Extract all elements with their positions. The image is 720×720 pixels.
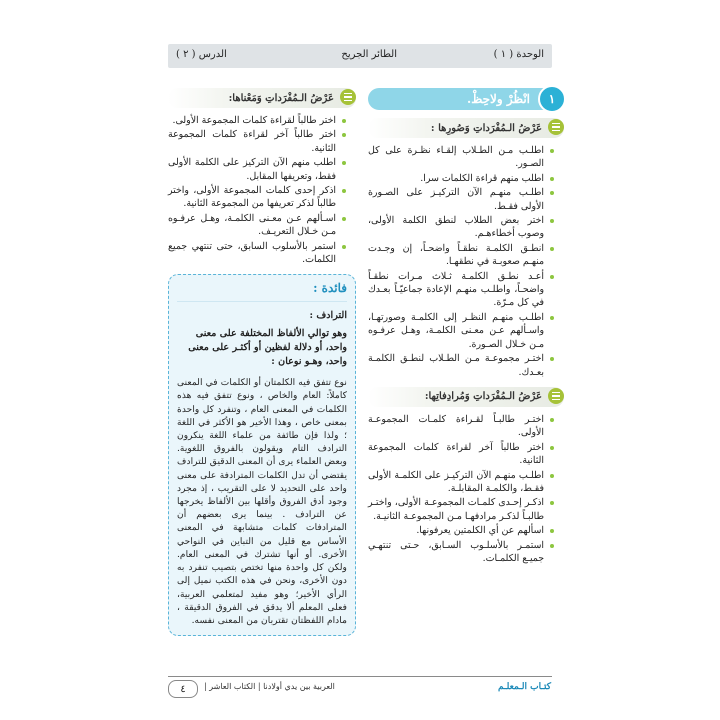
benefit-box xyxy=(168,274,356,636)
synonymy-subtitle: الترادف : xyxy=(309,310,347,322)
list-item: اسـألهم عـن معـنى الكلمـة، وهـل عرفـوه مـن خـلال التعريـف. xyxy=(168,212,346,239)
banner-label: انْظُرْ ولاحِظْ. xyxy=(467,92,530,106)
list-icon xyxy=(548,388,564,404)
list-item: اختر طالباً آخر لقراءة كلمات المجموعة الثانية. xyxy=(368,441,554,468)
list-item: اطلب منهم قراءة الكلمات سرا. xyxy=(368,172,554,185)
lesson-title: الطائر الجريح xyxy=(341,49,397,60)
footer-divider xyxy=(168,676,552,677)
look-observe-banner xyxy=(368,88,564,110)
list-item: اطلـب منهـم الآن التركيـز على الكلمـة الأولى فقـط، والكلمـة المقابلـة. xyxy=(368,469,554,496)
book-title: العربية بين يدي أولادنا | الكتاب العاشر | xyxy=(204,682,335,691)
list-item: أعـد نطـق الكلمـة ثـلاث مـرات نطقـاً واضحـاً، واطلـب منهـم الإعادة جماعيّـاً بعـدك في كل مـرّة. xyxy=(368,270,554,310)
list-item: اذكر إحدى كلمات المجموعة الأولى، واختر طالباً لذكر تعريفها من المجموعة الثانية. xyxy=(168,184,346,211)
list-item: اطلـب منهـم الآن التركيـز على الصـورة الأولى فقـط. xyxy=(368,186,554,213)
step-number-badge: ١ xyxy=(538,85,566,113)
list-item: اختـر مجموعـة مـن الطـلاب لنطـق الكلمـة بعـدك. xyxy=(368,352,554,379)
list-item: اختر طالباً لقراءة كلمات المجموعة الأولى. xyxy=(168,114,346,127)
list-item: اختر طالباً آخر لقراءة كلمات المجموعة الثانية. xyxy=(168,128,346,155)
list-item: اسألهم عن أي الكلمتين يعرفونها. xyxy=(368,524,554,537)
list-item: اختر بعض الطلاب لنطق الكلمة الأولى، وصوب أخطاءهـم. xyxy=(368,214,554,241)
right-column xyxy=(368,88,564,566)
instructions-list-1 xyxy=(368,144,564,379)
lesson-number: الدرس ( ٢ ) xyxy=(176,49,227,60)
list-item: استمر بالأسلوب السابق، حتى تنتهي جميع الكلمات. xyxy=(168,240,346,267)
list-item: اطلـب منهـم النظـر إلى الكلمـة وصورتهـا، واسـألهم عـن معـنى الكلمـة، وهـل عرفـوه مـن خـلال الصـورة. xyxy=(368,311,554,351)
page-header xyxy=(168,44,552,68)
synonymy-body: نوع تتفق فيه الكلمتان أو الكلمات في المعنى كاملاً: العام والخاص ، ونوع تتفق فيه هذه الكلمات في المعنى العام ، وتنفرد كل واحدة بمعنى خاص ، وهذا الأخير هو الأكثر في اللغة ؛ ولذا فإن طائفة من علماء اللغة ينكرون الترادف التام ويقولون بالفروق اللغوية. وبعض العلماء يرى أن المعنى الدقيق للترادف يقتضي أن تدل الكلمات المترادفة على معنى واحد على التحديد لا على التقريب ، إذ مجرد وجود أدق الفروق وأقلها بين الألفاظ يخرجها عن الترادف . بينما يرى بعضهم أن المترادفات كلمات متشابهة في المعنى الأساس مع قليل من التباين في النواحي الأخرى. أو أنها تشترك في المعنى العام. ولكن كل واحدة منها تختص بتصيب تنفرد به دون الأخرى، ونحن في هذه الكتب نميل إلى الرأي الأخير؛ وهو مفيد لمتعلمي العربية، فعلى المعلم ألا يدقق في الفروق الدقيقة ، مادام اللفظتان تقتربان من المعنى نفسه. xyxy=(177,377,347,626)
section-vocab-synonyms xyxy=(368,387,564,407)
section-vocab-meaning xyxy=(168,88,356,108)
instructions-list-3 xyxy=(168,114,356,266)
list-item: اختـر طالبـاً لقـراءة كلمـات المجموعـة الأولى. xyxy=(368,413,554,440)
list-item: انطـق الكلمـة نطقـاً واضحـاً، إن وجـدت منهـم صعوبـة في نطقهـا. xyxy=(368,242,554,269)
teacher-book-label: كتـاب الـمعلـم xyxy=(498,682,552,692)
section-title: عَرْضُ الـمُفْرَداتِ وَمَعْناها: xyxy=(228,92,334,104)
instructions-list-2 xyxy=(368,413,564,565)
synonymy-definition: وهو توالي الألفاظ المختلفة على معنى واحد، أو دلالة لفظين أو أكثـر على معنى واحد، وهـو نوعان : xyxy=(188,328,347,367)
list-item: اطلـب مـن الطـلاب إلقـاء نظـرة على كل الصـور. xyxy=(368,144,554,171)
list-icon xyxy=(548,119,564,135)
unit-label: الوحدة ( ١ ) xyxy=(493,49,544,60)
benefit-title: فائدة : xyxy=(177,281,347,302)
section-title: عَرْضُ الـمُفْرَداتِ وَمُرادِفاتِها: xyxy=(424,391,542,403)
section-vocab-images xyxy=(368,118,564,138)
section-title: عَرْضُ الـمُفْرَداتِ وَصُورِها : xyxy=(430,122,542,134)
page-number: ٤ xyxy=(168,680,198,698)
list-icon xyxy=(340,89,356,105)
list-item: استمـر بالأسلـوب السـابق، حـتى تنتهـي جميـع الكلمـات. xyxy=(368,539,554,566)
list-item: اذكـر إحـدى كلمـات المجموعـة الأولى، واختـر طالبـاً لذكـر مرادفهـا مـن المجموعـة الثانيـة. xyxy=(368,496,554,523)
left-column xyxy=(168,88,356,636)
list-item: اطلب منهم الآن التركيز على الكلمة الأولى فقط، وتعريفها المقابل. xyxy=(168,156,346,183)
